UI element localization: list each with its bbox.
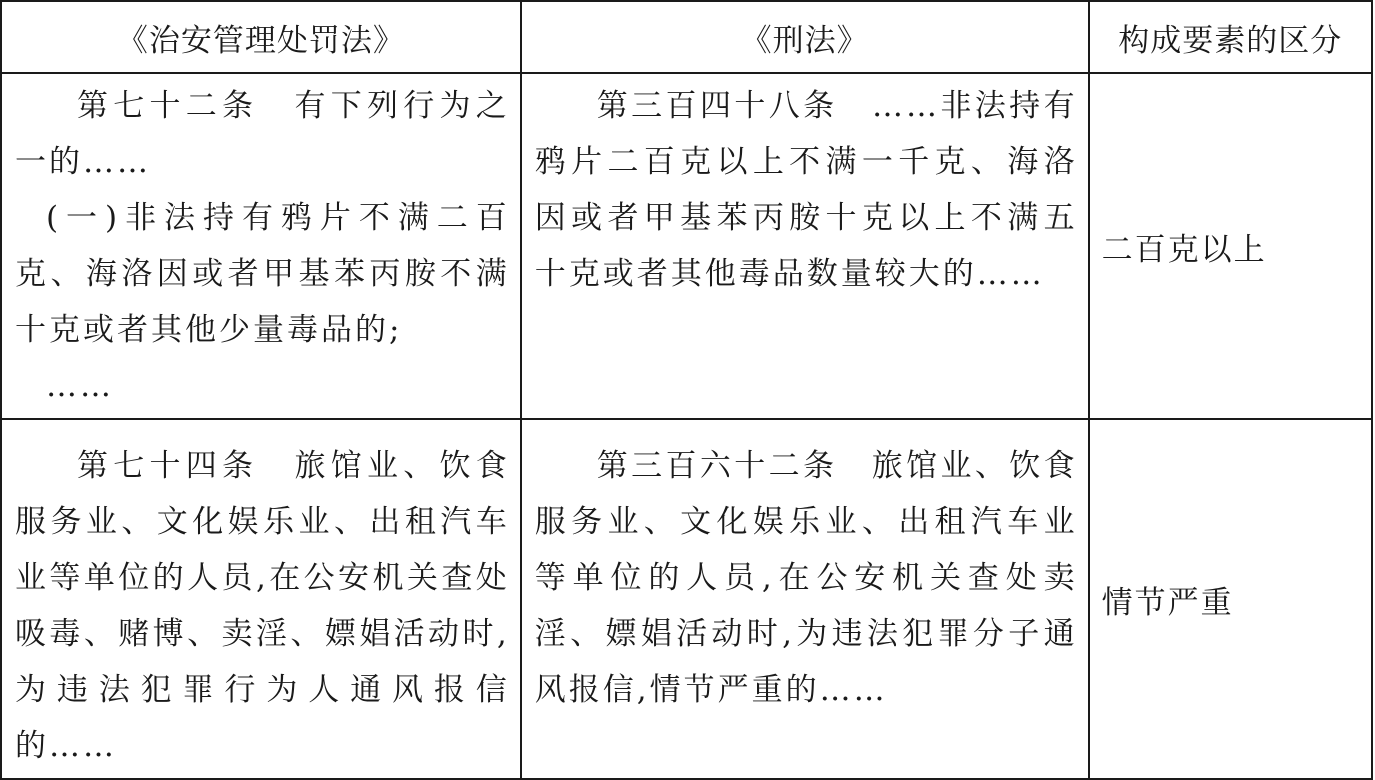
security-law-cell	[1, 73, 521, 419]
distinction-text: 情节严重	[1101, 584, 1234, 621]
article-paragraph: 第七十二条 有下列行为之一的……	[15, 88, 510, 180]
header-distinction: 构成要素的区分	[1089, 1, 1372, 73]
criminal-law-text	[522, 420, 1088, 722]
security-law-text	[2, 420, 520, 778]
table-row	[1, 73, 1372, 419]
header-security-law: 《治安管理处罚法》	[1, 1, 521, 73]
security-law-cell	[1, 419, 521, 779]
article-paragraph: 第三百四十八条 ……非法持有鸦片二百克以上不满一千克、海洛因或者甲基苯丙胺十克以上不满五十克或者其他毒品数量较大的……	[534, 88, 1078, 292]
table-row	[1, 419, 1372, 779]
distinction-text: 二百克以上	[1101, 231, 1267, 268]
article-paragraph: (一)非法持有鸦片不满二百克、海洛因或者甲基苯丙胺不满十克或者其他少量毒品的;	[15, 200, 510, 348]
criminal-law-cell	[521, 73, 1089, 419]
header-row	[1, 1, 1372, 73]
distinction-cell	[1089, 73, 1372, 419]
article-paragraph: ……	[46, 368, 114, 404]
criminal-law-text	[522, 74, 1088, 306]
article-paragraph: 第三百六十二条 旅馆业、饮食服务业、文化娱乐业、出租汽车业等单位的人员,在公安机关查处卖淫、嫖娼活动时,为违法犯罪分子通风报信,情节严重的……	[534, 448, 1078, 708]
criminal-law-cell	[521, 419, 1089, 779]
header-criminal-law: 《刑法》	[521, 1, 1089, 73]
distinction-cell	[1089, 419, 1372, 779]
security-law-text	[2, 74, 520, 418]
article-paragraph: 第七十四条 旅馆业、饮食服务业、文化娱乐业、出租汽车业等单位的人员,在公安机关查处吸毒、赌博、卖淫、嫖娼活动时,为违法犯罪行为人通风报信的……	[15, 448, 510, 764]
